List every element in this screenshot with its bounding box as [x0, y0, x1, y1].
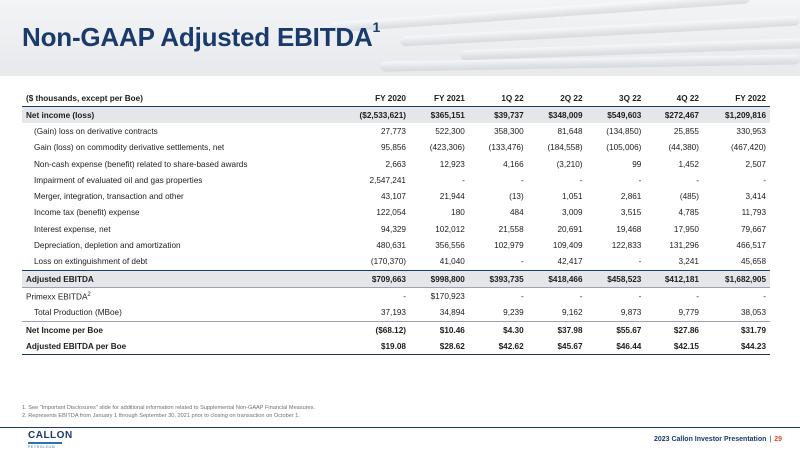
- table-cell: 356,556: [435, 241, 465, 251]
- table-cell: 2,507: [745, 159, 766, 169]
- table-cell: 43,107: [380, 192, 406, 202]
- table-row: [22, 338, 770, 355]
- row-label-text: Income tax (benefit) expense: [34, 208, 140, 218]
- table-cell: -: [462, 175, 465, 185]
- presentation-name: 2023 Callon Investor Presentation: [653, 436, 767, 443]
- table-cell: 9,779: [678, 308, 699, 318]
- row-label-text: Depreciation, depletion and amortization: [34, 241, 181, 251]
- table-cell: 3,009: [562, 208, 583, 218]
- row-label: [22, 221, 336, 237]
- table-cell: (134,850): [606, 126, 642, 136]
- row-label-text: Non-cash expense (benefit) related to share-based awards: [34, 159, 248, 169]
- column-header-label: ($ thousands, except per Boe): [22, 91, 336, 107]
- table-cell: $170,923: [410, 288, 469, 305]
- table-cell: 19,468: [616, 224, 642, 234]
- table-cell: (423,306): [429, 143, 465, 153]
- row-label: [22, 338, 336, 355]
- table-row: [22, 237, 770, 253]
- table-cell: (105,006): [606, 143, 642, 153]
- table-cell: 11,793: [741, 208, 766, 218]
- row-label-text: Total Production (MBoe): [34, 308, 122, 318]
- table-cell: $31.79: [703, 321, 770, 338]
- table-row: [22, 188, 770, 204]
- table-cell: (3,210): [556, 159, 583, 169]
- table-cell: 2,663: [385, 159, 406, 169]
- row-label-text: Net Income per Boe: [26, 325, 103, 335]
- column-header: 4Q 22: [645, 91, 703, 107]
- table-cell: 480,631: [376, 241, 406, 251]
- table-cell: 95,856: [380, 143, 406, 153]
- row-label: [22, 107, 336, 124]
- row-label: [22, 205, 336, 221]
- table-cell: 37,193: [380, 308, 406, 318]
- table-cell: $27.86: [645, 321, 703, 338]
- row-label-text: Loss on extinguishment of debt: [34, 257, 148, 267]
- table-cell: ($68.12): [336, 321, 410, 338]
- table-cell: 1,452: [678, 159, 699, 169]
- table-cell: $19.08: [336, 338, 410, 355]
- footnote: 2. Represents EBITDA from January 1 through September 30, 2021 prior to closing on transaction on October 1.: [22, 413, 300, 419]
- table-cell: -: [696, 175, 699, 185]
- table-cell: 99: [632, 159, 642, 169]
- footnote: 1. See "Important Disclosures" slide for additional information related to Supplemental Non-GAAP Financial Measures.: [22, 405, 316, 411]
- row-label-text: Adjusted EBITDA per Boe: [26, 341, 127, 351]
- logo-underline: [28, 442, 62, 444]
- table-cell: 3,414: [745, 192, 766, 202]
- footer-divider: [0, 427, 800, 428]
- table-cell: -: [528, 288, 587, 305]
- table-row: [22, 107, 770, 124]
- table-cell: $28.62: [410, 338, 469, 355]
- table-cell: (13): [509, 192, 524, 202]
- row-label: [22, 140, 336, 156]
- table-cell: 25,855: [673, 126, 699, 136]
- table-cell: 12,923: [439, 159, 465, 169]
- table-cell: $46.44: [587, 338, 646, 355]
- table-cell: -: [645, 288, 703, 305]
- row-label: [22, 156, 336, 172]
- table-cell: -: [579, 175, 583, 185]
- table-row: [22, 140, 770, 156]
- table-row: [22, 305, 770, 322]
- column-header: FY 2020: [336, 91, 410, 107]
- table-cell: -: [703, 288, 770, 305]
- table-cell: $55.67: [587, 321, 646, 338]
- table-row: [22, 172, 770, 188]
- table-cell: 102,012: [435, 224, 465, 234]
- row-label: [22, 270, 336, 287]
- table-row: [22, 321, 770, 338]
- footer-separator: |: [769, 436, 772, 443]
- table-cell: 20,691: [557, 224, 583, 234]
- table-cell: 94,329: [380, 224, 406, 234]
- table-cell: 21,944: [439, 192, 465, 202]
- row-label: [22, 123, 336, 139]
- table-cell: 9,239: [503, 308, 524, 318]
- column-header: 2Q 22: [528, 91, 587, 107]
- table-cell: -: [638, 175, 642, 185]
- pipe-graphic: [380, 54, 800, 71]
- row-label: [22, 321, 336, 338]
- table-row: [22, 270, 770, 287]
- table-cell: 122,833: [611, 241, 642, 251]
- footnote-ref: 2: [87, 291, 91, 298]
- row-label: [22, 172, 336, 188]
- table-cell: $37.98: [528, 321, 587, 338]
- row-label-text: Impairment of evaluated oil and gas properties: [34, 175, 203, 185]
- row-label-text: Interest expense, net: [34, 224, 111, 234]
- table-cell: 3,515: [620, 208, 642, 218]
- table-cell: 522,300: [435, 126, 465, 136]
- column-header: 1Q 22: [469, 91, 528, 107]
- table-cell: 34,894: [439, 308, 465, 318]
- table-cell: $365,151: [410, 107, 469, 124]
- table-row: [22, 156, 770, 172]
- table-cell: 27,773: [380, 126, 406, 136]
- table-cell: (467,420): [730, 143, 766, 153]
- table-cell: $1,682,905: [703, 270, 770, 287]
- row-label: [22, 305, 336, 322]
- table-cell: -: [336, 288, 410, 305]
- table-cell: 81,648: [557, 126, 583, 136]
- table-cell: 180: [451, 208, 465, 218]
- table-cell: 3,241: [678, 257, 699, 267]
- row-label-text: Adjusted EBITDA: [26, 274, 94, 284]
- table-cell: -: [520, 257, 524, 267]
- table-cell: (44,380): [668, 143, 699, 153]
- table-cell: $412,181: [645, 270, 703, 287]
- table-cell: 109,409: [552, 241, 583, 251]
- table-cell: 17,950: [673, 224, 699, 234]
- table-cell: 21,558: [498, 224, 524, 234]
- table-cell: ($2,533,621): [336, 107, 410, 124]
- column-header: 3Q 22: [587, 91, 646, 107]
- table-row: [22, 221, 770, 237]
- table-cell: 38,053: [740, 308, 766, 318]
- table-cell: 41,040: [439, 257, 465, 267]
- table-row: [22, 254, 770, 271]
- table-cell: 2,861: [620, 192, 642, 202]
- row-label-text: Merger, integration, transaction and other: [34, 192, 184, 202]
- table-cell: (485): [679, 192, 699, 202]
- table-cell: $998,800: [410, 270, 469, 287]
- table-cell: $549,603: [587, 107, 646, 124]
- table-cell: 45,658: [740, 257, 766, 267]
- footnotes: [22, 404, 315, 420]
- table-cell: $709,663: [336, 270, 410, 287]
- table-row: [22, 205, 770, 221]
- row-label-text: Gain (loss) on commodity derivative settlements, net: [34, 143, 225, 153]
- table-cell: 79,667: [740, 224, 766, 234]
- row-label: [22, 237, 336, 253]
- table-cell: 358,300: [494, 126, 524, 136]
- table-cell: 466,517: [736, 241, 766, 251]
- table-cell: 330,953: [736, 126, 766, 136]
- row-label-text: Primexx EBITDA: [26, 292, 88, 302]
- table-cell: $39,737: [469, 107, 528, 124]
- table-cell: 122,054: [376, 208, 406, 218]
- column-header: FY 2021: [410, 91, 469, 107]
- row-label: [22, 254, 336, 271]
- table-cell: $45.67: [528, 338, 587, 355]
- column-header: FY 2022: [703, 91, 770, 107]
- header-banner: [0, 0, 800, 76]
- table-cell: $348,009: [528, 107, 587, 124]
- table-cell: 484: [510, 208, 524, 218]
- table-cell: -: [520, 175, 524, 185]
- table-cell: $393,735: [469, 270, 528, 287]
- footer-label: [654, 436, 782, 443]
- table-cell: (170,370): [370, 257, 406, 267]
- table-cell: -: [638, 257, 642, 267]
- table-row: [22, 123, 770, 139]
- logo-wordmark: CALLON: [28, 430, 73, 441]
- company-logo: [28, 430, 73, 449]
- table-cell: -: [763, 175, 766, 185]
- table-cell: 131,296: [669, 241, 699, 251]
- table-cell: 1,051: [562, 192, 583, 202]
- row-label-text: (Gain) loss on derivative contracts: [34, 126, 158, 136]
- table-cell: $458,523: [587, 270, 646, 287]
- table-header-row: [22, 91, 770, 107]
- table-cell: $4.30: [469, 321, 528, 338]
- table-cell: 4,166: [503, 159, 524, 169]
- table-cell: (184,558): [547, 143, 583, 153]
- adjusted-ebitda-table: [22, 91, 770, 355]
- table-cell: $42.15: [645, 338, 703, 355]
- table-cell: 9,873: [620, 308, 642, 318]
- table-cell: $42.62: [469, 338, 528, 355]
- table-cell: 42,417: [557, 257, 583, 267]
- table-cell: (133,476): [488, 143, 524, 153]
- table-cell: $1,209,816: [703, 107, 770, 124]
- table-cell: -: [587, 288, 646, 305]
- table-cell: $418,466: [528, 270, 587, 287]
- row-label-text: Net income (loss): [26, 110, 95, 120]
- row-label: [22, 288, 336, 305]
- table-cell: $10.46: [410, 321, 469, 338]
- page-number: 29: [774, 436, 782, 443]
- table-cell: 102,979: [494, 241, 524, 251]
- table-cell: 4,785: [678, 208, 699, 218]
- row-label: [22, 188, 336, 204]
- table-cell: $272,467: [645, 107, 703, 124]
- page-title: Non-GAAP Adjusted EBITDA$^1$: [22, 19, 381, 52]
- logo-subtext: PETROLEUM: [28, 445, 56, 449]
- table-cell: $44.23: [703, 338, 770, 355]
- table-cell: 2,547,241: [369, 175, 406, 185]
- table-cell: -: [469, 288, 528, 305]
- table-cell: 9,162: [562, 308, 583, 318]
- table-row: [22, 288, 770, 305]
